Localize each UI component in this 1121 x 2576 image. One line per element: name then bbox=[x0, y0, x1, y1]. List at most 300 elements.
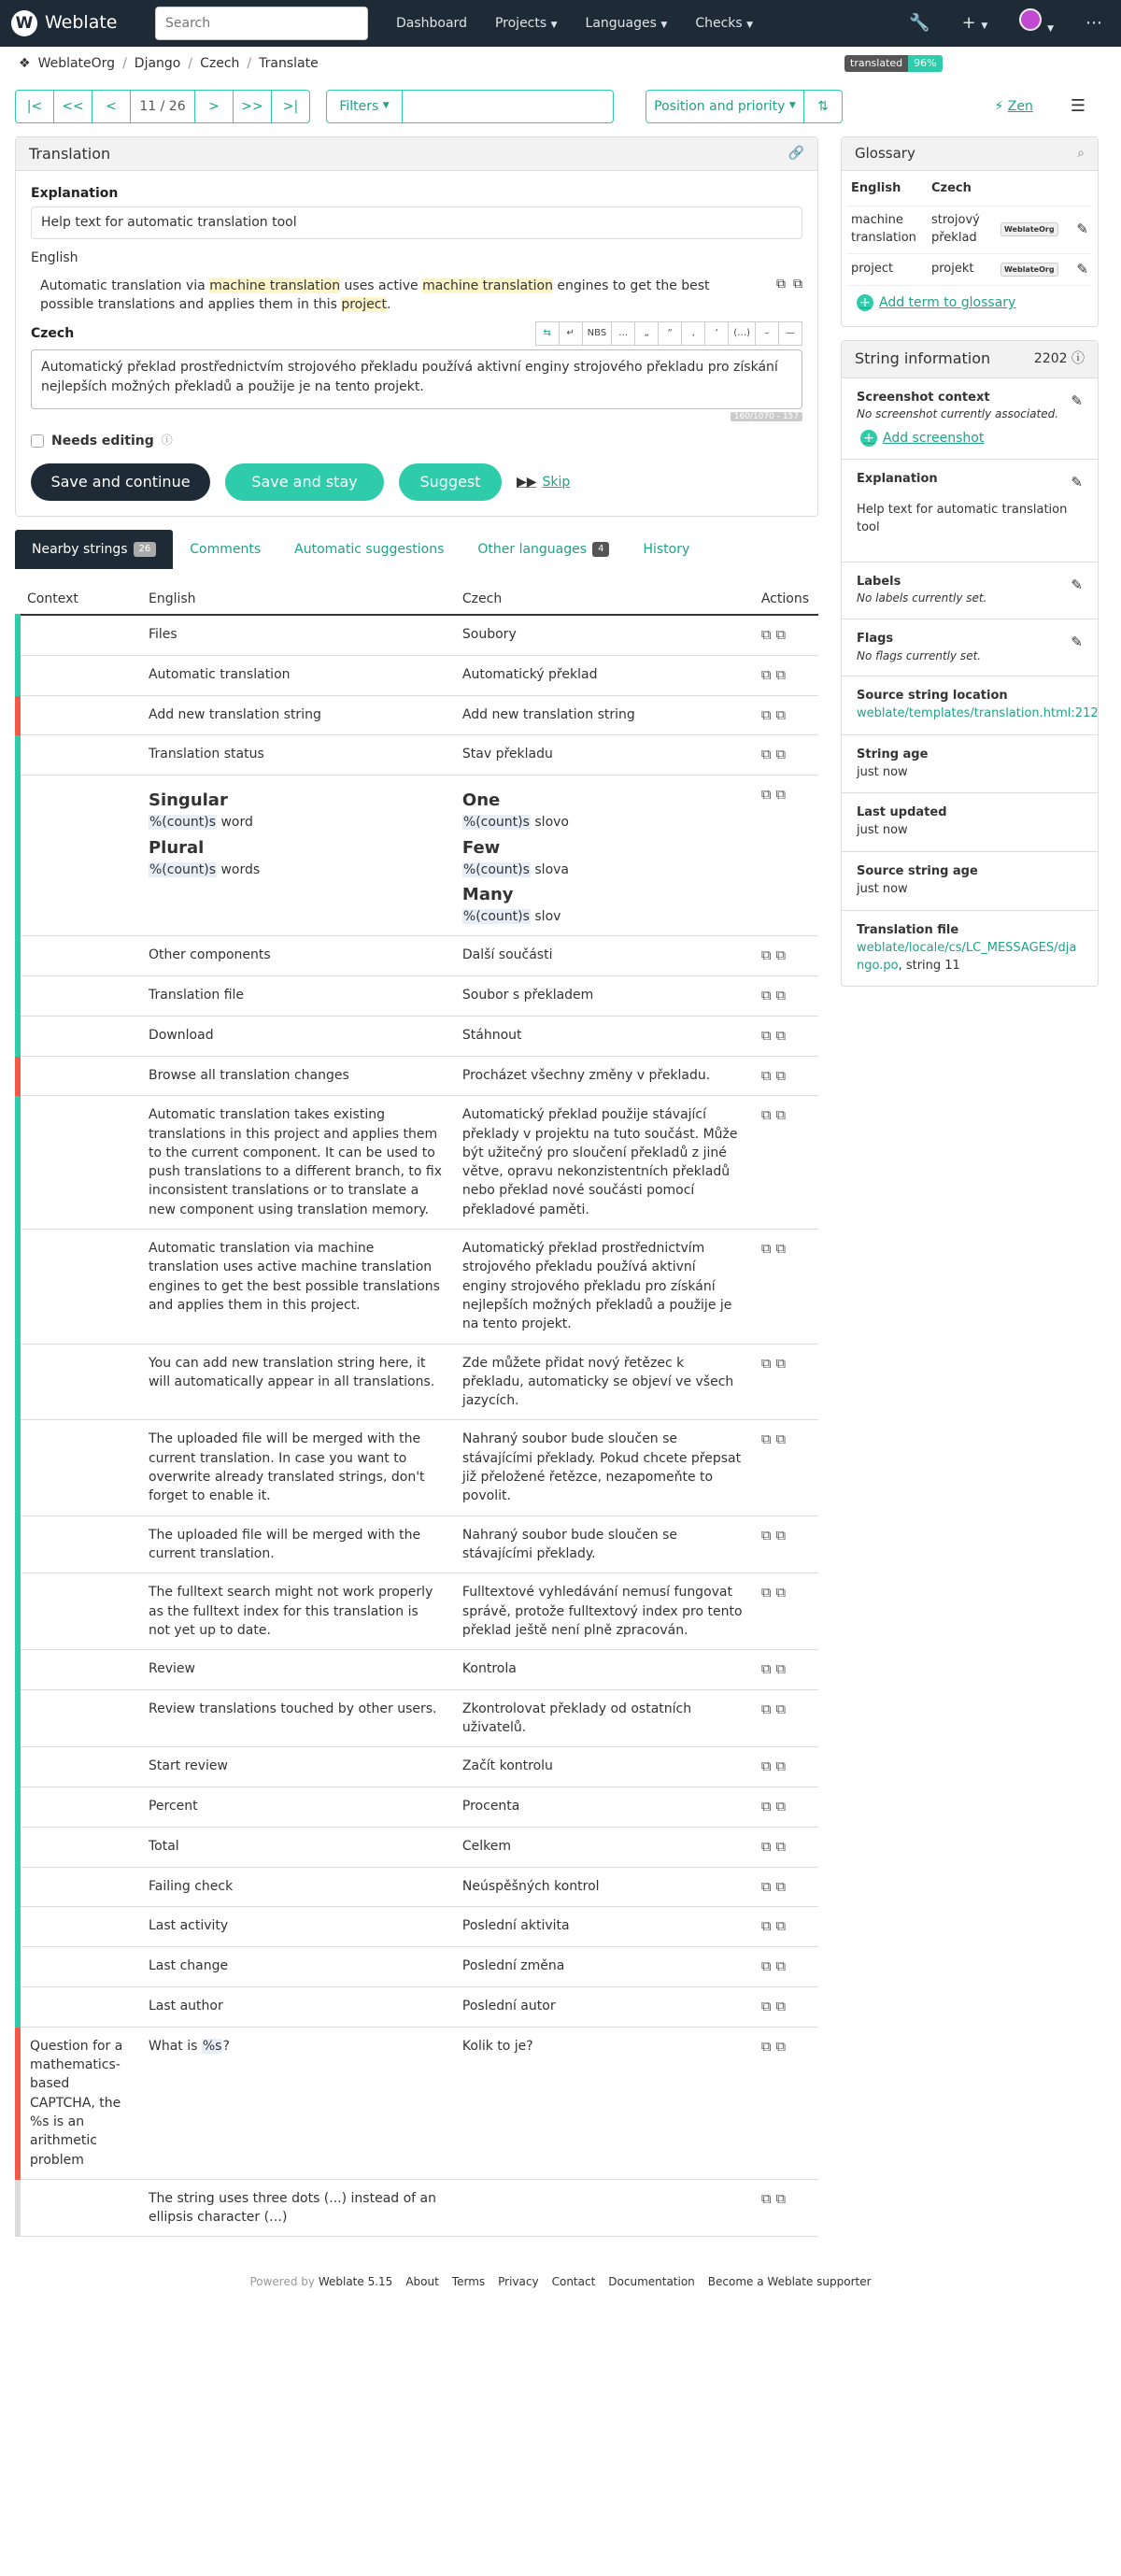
copy-icon[interactable]: ⧉ bbox=[760, 1354, 772, 1372]
clone-icon[interactable]: ⧉ bbox=[775, 1066, 787, 1084]
actions-cell bbox=[752, 1344, 818, 1420]
copy-icon[interactable]: ⧉ bbox=[760, 1526, 772, 1544]
fast-forward-button[interactable]: >> bbox=[233, 90, 272, 123]
source-string: Automatic translation via machine translation uses active machine translation engines to get the best possible translations and applies them in this project. bbox=[148, 1241, 440, 1313]
chevron-down-icon: ▼ bbox=[660, 20, 668, 30]
footer-link[interactable]: Privacy bbox=[498, 2275, 539, 2289]
plural-form-label: Singular bbox=[148, 790, 228, 811]
target-string: Kontrola bbox=[461, 1661, 517, 1677]
special-char-button[interactable]: ‚ bbox=[681, 321, 705, 346]
actions-cell bbox=[752, 976, 818, 1017]
target-string: Zde můžete přidat nový řetězec k překladu, automaticky se objeví ve všech jazycích. bbox=[461, 1355, 734, 1409]
tab-label: Automatic suggestions bbox=[294, 541, 445, 557]
clone-icon[interactable]: ⧉ bbox=[775, 665, 787, 683]
source-cell[interactable] bbox=[139, 1947, 453, 1987]
source-cell[interactable] bbox=[139, 1827, 453, 1867]
table-row[interactable] bbox=[18, 1907, 818, 1947]
checkbox-icon bbox=[31, 434, 44, 448]
clone-icon[interactable]: ⧉ bbox=[775, 1837, 787, 1855]
target-cell[interactable] bbox=[453, 615, 752, 655]
pencil-icon[interactable]: ✎ bbox=[1071, 474, 1083, 491]
target-cell[interactable] bbox=[453, 1056, 752, 1096]
table-row[interactable] bbox=[18, 976, 818, 1017]
source-cell[interactable] bbox=[139, 1096, 453, 1230]
clone-icon[interactable]: ⧉ bbox=[775, 786, 787, 804]
source-cell[interactable] bbox=[139, 1516, 453, 1573]
tab-comments[interactable] bbox=[173, 530, 277, 569]
context-cell bbox=[18, 1420, 139, 1516]
add-screenshot-link[interactable] bbox=[857, 423, 1083, 448]
save-and-continue-button[interactable]: Save and continue bbox=[31, 463, 210, 501]
filters-label: Filters bbox=[339, 98, 379, 114]
target-string: Soubor s překladem bbox=[461, 988, 594, 1003]
table-row[interactable] bbox=[18, 1344, 818, 1420]
source-location-link[interactable]: weblate/templates/translation.html:212 bbox=[857, 705, 1099, 720]
copy-icon[interactable]: ⧉ bbox=[760, 2189, 772, 2207]
clone-icon[interactable]: ⧉ bbox=[775, 1354, 787, 1372]
zen-mode-link[interactable] bbox=[994, 97, 1032, 116]
actions-cell bbox=[752, 1827, 818, 1867]
more-menu-icon[interactable]: ⋯ bbox=[1086, 12, 1102, 33]
copy-icon[interactable]: ⧉ bbox=[760, 1997, 772, 2014]
target-string: Automatický překlad prostřednictvím strojového překladu používá aktivní enginy strojového překladu pro získání nejlepších možných překladů a použije je na tento projekt. bbox=[461, 1241, 732, 1332]
table-row[interactable] bbox=[18, 1827, 818, 1867]
copy-icon[interactable]: ⧉ bbox=[760, 665, 772, 683]
breadcrumb-item[interactable]: Django bbox=[134, 55, 181, 71]
clone-icon[interactable]: ⧉ bbox=[775, 1584, 787, 1601]
actions-cell bbox=[752, 1016, 818, 1056]
rewind-button[interactable]: << bbox=[53, 90, 92, 123]
copy-icon[interactable]: ⧉ bbox=[760, 1957, 772, 1975]
glossary-source-term: project bbox=[851, 261, 894, 276]
copy-icon[interactable]: ⧉ bbox=[760, 746, 772, 763]
clone-icon[interactable]: ⧉ bbox=[775, 1877, 787, 1895]
copy-icon[interactable]: ⧉ bbox=[760, 626, 772, 644]
add-menu[interactable]: + ▼ bbox=[961, 12, 988, 33]
source-string: Automatic translation takes existing translations in this project and applies them to the current component. It can be used to push translations to a different branch, to fix inconsistent translations or to translate a new component using translation memory. bbox=[148, 1107, 442, 1217]
special-char-button[interactable]: ↵ bbox=[559, 321, 583, 346]
context-cell bbox=[18, 1827, 139, 1867]
clone-icon[interactable]: ⧉ bbox=[775, 946, 787, 964]
source-cell[interactable] bbox=[139, 1986, 453, 2027]
last-string-button[interactable]: >| bbox=[271, 90, 310, 123]
target-cell[interactable] bbox=[453, 1230, 752, 1344]
source-string: Last activity bbox=[148, 1918, 229, 1934]
clone-icon[interactable]: ⧉ bbox=[775, 1917, 787, 1935]
target-cell[interactable] bbox=[453, 1344, 752, 1420]
source-cell[interactable] bbox=[139, 1016, 453, 1056]
section-value: just now bbox=[857, 764, 908, 779]
text-fragment: slov bbox=[530, 909, 561, 924]
table-row[interactable] bbox=[18, 1787, 818, 1828]
copy-icon[interactable]: ⧉ bbox=[760, 1584, 772, 1601]
source-cell[interactable] bbox=[139, 1867, 453, 1907]
add-term-to-glossary-link[interactable] bbox=[847, 286, 1092, 321]
previous-button[interactable]: < bbox=[92, 90, 131, 123]
copy-icon[interactable]: ⧉ bbox=[760, 1026, 772, 1044]
source-cell[interactable] bbox=[139, 1420, 453, 1516]
add-screenshot-label: Add screenshot bbox=[883, 430, 985, 446]
special-char-button[interactable]: NBS bbox=[582, 321, 613, 346]
suggest-button[interactable]: Suggest bbox=[399, 463, 502, 501]
source-cell[interactable] bbox=[139, 2179, 453, 2237]
sort-direction-button[interactable]: ⇅ bbox=[803, 90, 843, 123]
search-input[interactable] bbox=[155, 7, 368, 40]
source-part: engines to get the best possible translations and applies them in this bbox=[40, 278, 710, 313]
clone-icon[interactable]: ⧉ bbox=[775, 1798, 787, 1815]
source-cell[interactable] bbox=[139, 615, 453, 655]
breadcrumb-item[interactable]: WeblateOrg bbox=[37, 55, 116, 71]
target-cell[interactable] bbox=[453, 1573, 752, 1650]
plural-form-label: Many bbox=[461, 884, 514, 904]
source-cell[interactable] bbox=[139, 1650, 453, 1690]
user-menu[interactable] bbox=[1019, 8, 1054, 38]
breadcrumb-separator: / bbox=[188, 55, 193, 71]
section-title: Last updated bbox=[857, 805, 947, 820]
source-location-section bbox=[842, 676, 1098, 735]
source-cell[interactable] bbox=[139, 776, 453, 936]
table-row[interactable] bbox=[18, 936, 818, 976]
translation-card-title: Translation bbox=[29, 144, 111, 163]
target-cell[interactable] bbox=[453, 1420, 752, 1516]
table-row[interactable] bbox=[18, 1689, 818, 1747]
source-string: Total bbox=[148, 1838, 179, 1854]
target-cell[interactable] bbox=[453, 1787, 752, 1828]
table-row[interactable] bbox=[18, 776, 818, 936]
special-char-button[interactable]: ‘ bbox=[704, 321, 729, 346]
special-char-button[interactable]: (…) bbox=[728, 321, 756, 346]
context-cell bbox=[18, 936, 139, 976]
source-cell[interactable] bbox=[139, 2027, 453, 2179]
source-cell[interactable] bbox=[139, 1230, 453, 1344]
target-cell[interactable] bbox=[453, 1867, 752, 1907]
clone-icon[interactable]: ⧉ bbox=[775, 1758, 787, 1775]
special-char-button[interactable]: … bbox=[611, 321, 635, 346]
source-cell[interactable] bbox=[139, 1907, 453, 1947]
section-title: Explanation bbox=[857, 472, 938, 487]
needs-editing-checkbox[interactable] bbox=[31, 432, 802, 450]
pencil-icon[interactable]: ✎ bbox=[1076, 220, 1088, 237]
actions-cell bbox=[752, 1867, 818, 1907]
clone-icon[interactable]: ⧉ bbox=[775, 1700, 787, 1717]
clone-icon[interactable]: ⧉ bbox=[775, 705, 787, 723]
source-cell[interactable] bbox=[139, 1344, 453, 1420]
target-cell[interactable] bbox=[453, 1907, 752, 1947]
filters-dropdown[interactable] bbox=[326, 90, 403, 123]
copy-icon[interactable]: ⧉ bbox=[760, 1106, 772, 1124]
actions-cell bbox=[752, 1907, 818, 1947]
target-cell[interactable] bbox=[453, 655, 752, 695]
source-cell[interactable] bbox=[139, 1573, 453, 1650]
placeholder-highlight: %(count)s bbox=[462, 909, 530, 924]
pencil-icon[interactable]: ✎ bbox=[1076, 260, 1088, 278]
special-char-button[interactable]: – bbox=[755, 321, 779, 346]
plural-text bbox=[149, 813, 444, 832]
text-fragment: What is bbox=[148, 2038, 202, 2054]
plural-form-label: Plural bbox=[148, 837, 205, 858]
actions-cell bbox=[752, 1420, 818, 1516]
target-cell[interactable] bbox=[453, 1096, 752, 1230]
source-cell[interactable] bbox=[139, 976, 453, 1017]
search-glossary-icon[interactable]: ⌕ bbox=[1077, 146, 1085, 162]
footer-link[interactable]: Documentation bbox=[608, 2275, 695, 2289]
source-string: Review bbox=[148, 1661, 195, 1677]
copy-icon[interactable]: ⧉ bbox=[760, 1758, 772, 1775]
target-cell[interactable] bbox=[453, 1016, 752, 1056]
actions-cell bbox=[752, 1689, 818, 1747]
clone-icon[interactable]: ⧉ bbox=[793, 276, 802, 292]
pencil-icon[interactable]: ✎ bbox=[1071, 391, 1083, 409]
copy-icon[interactable]: ⧉ bbox=[760, 705, 772, 723]
glossary-title: Glossary bbox=[855, 144, 915, 162]
table-row[interactable] bbox=[18, 735, 818, 776]
tab-automatic-suggestions[interactable] bbox=[277, 530, 461, 569]
brand[interactable] bbox=[11, 10, 142, 36]
filter-query-input[interactable] bbox=[403, 90, 614, 123]
clone-icon[interactable]: ⧉ bbox=[775, 1026, 787, 1044]
copy-icon[interactable]: ⧉ bbox=[760, 1877, 772, 1895]
target-string: Celkem bbox=[461, 1838, 512, 1854]
source-cell[interactable] bbox=[139, 1056, 453, 1096]
actions-cell bbox=[752, 735, 818, 776]
actions-cell bbox=[752, 1516, 818, 1573]
link-icon[interactable]: 🔗 bbox=[788, 146, 804, 162]
sort-dropdown[interactable] bbox=[646, 90, 804, 123]
breadcrumb-item[interactable]: Translate bbox=[259, 55, 319, 71]
translation-textarea[interactable]: Automatický překlad prostřednictvím strojového překladu používá aktivní enginy strojového překladu pro získání nejlepších možných překladů a použije je na tento projekt. bbox=[31, 349, 802, 409]
context-cell bbox=[18, 1573, 139, 1650]
source-part: Automatic translation via bbox=[40, 278, 210, 293]
copy-icon[interactable]: ⧉ bbox=[760, 2037, 772, 2055]
target-string: Add new translation string bbox=[461, 706, 635, 722]
target-cell[interactable] bbox=[453, 936, 752, 976]
special-char-button[interactable]: — bbox=[778, 321, 802, 346]
context-cell bbox=[18, 1867, 139, 1907]
text-fragment: words bbox=[217, 861, 261, 877]
table-row[interactable] bbox=[18, 1516, 818, 1573]
nav-projects[interactable] bbox=[495, 14, 558, 33]
text-fragment: ? bbox=[222, 2038, 230, 2054]
table-row[interactable] bbox=[18, 1986, 818, 2027]
footer-link[interactable]: About bbox=[405, 2275, 439, 2289]
copy-icon[interactable]: ⧉ bbox=[760, 1240, 772, 1258]
clone-icon[interactable]: ⧉ bbox=[775, 746, 787, 763]
target-cell[interactable] bbox=[453, 1650, 752, 1690]
copy-icon[interactable]: ⧉ bbox=[760, 1917, 772, 1935]
target-string: Soubory bbox=[461, 627, 517, 643]
copy-icon[interactable]: ⧉ bbox=[760, 946, 772, 964]
footer bbox=[0, 2274, 1121, 2290]
tab-other-languages[interactable] bbox=[461, 530, 626, 569]
target-cell[interactable] bbox=[453, 776, 752, 936]
source-cell[interactable] bbox=[139, 936, 453, 976]
target-string: Začít kontrolu bbox=[461, 1758, 553, 1774]
table-row[interactable] bbox=[18, 1420, 818, 1516]
target-cell[interactable] bbox=[453, 695, 752, 735]
source-string: Other components bbox=[148, 947, 271, 963]
glossary-card bbox=[841, 136, 1099, 327]
target-cell[interactable] bbox=[453, 1986, 752, 2027]
nav-languages[interactable] bbox=[586, 14, 668, 33]
target-cell[interactable] bbox=[453, 1827, 752, 1867]
special-char-button[interactable]: „ bbox=[634, 321, 659, 346]
clone-icon[interactable]: ⧉ bbox=[775, 626, 787, 644]
actions-cell bbox=[752, 1650, 818, 1690]
breadcrumb-item[interactable]: Czech bbox=[200, 55, 240, 71]
table-row[interactable] bbox=[18, 1016, 818, 1056]
placeholder-highlight: %(count)s bbox=[462, 815, 530, 831]
target-string: Fulltextové vyhledávání nemusí fungovat správě, protože fulltextový index pro tento překlad ještě není plně zpracován. bbox=[461, 1585, 743, 1638]
pencil-icon[interactable]: ✎ bbox=[1071, 576, 1083, 593]
table-row[interactable] bbox=[18, 695, 818, 735]
clone-icon[interactable]: ⧉ bbox=[775, 1240, 787, 1258]
section-value: No labels currently set. bbox=[857, 591, 987, 605]
info-icon: ⓘ bbox=[161, 433, 173, 447]
source-cell[interactable] bbox=[139, 1689, 453, 1747]
chevron-down-icon: ▼ bbox=[1047, 23, 1054, 34]
clone-icon[interactable]: ⧉ bbox=[775, 1526, 787, 1544]
target-cell[interactable] bbox=[453, 2179, 752, 2237]
target-cell[interactable] bbox=[453, 1747, 752, 1787]
column-header: Actions bbox=[752, 584, 818, 615]
next-button[interactable]: > bbox=[194, 90, 234, 123]
section-value: No flags currently set. bbox=[857, 648, 982, 662]
target-cell[interactable] bbox=[453, 976, 752, 1017]
table-row[interactable] bbox=[18, 615, 818, 655]
source-cell[interactable] bbox=[139, 735, 453, 776]
table-row[interactable] bbox=[18, 1230, 818, 1344]
table-row[interactable] bbox=[18, 1650, 818, 1690]
context-cell bbox=[18, 735, 139, 776]
sidebar bbox=[841, 136, 1099, 2237]
nav-checks[interactable] bbox=[695, 14, 753, 33]
clone-icon[interactable]: ⧉ bbox=[775, 987, 787, 1004]
section-title: String age bbox=[857, 747, 929, 761]
special-char-button[interactable]: “ bbox=[658, 321, 682, 346]
table-row[interactable] bbox=[18, 1573, 818, 1650]
target-cell[interactable] bbox=[453, 2027, 752, 2179]
table-row[interactable] bbox=[18, 1056, 818, 1096]
save-and-stay-button[interactable]: Save and stay bbox=[225, 463, 384, 501]
copy-icon[interactable]: ⧉ bbox=[760, 1798, 772, 1815]
text-fragment: slovo bbox=[530, 815, 569, 831]
source-part: uses active bbox=[340, 278, 423, 293]
footer-link[interactable]: Terms bbox=[451, 2275, 486, 2289]
tab-badge: 26 bbox=[134, 542, 157, 558]
first-string-button[interactable]: |< bbox=[15, 90, 54, 123]
status-badge bbox=[844, 55, 1102, 72]
copy-icon[interactable]: ⧉ bbox=[760, 786, 772, 804]
actions-cell bbox=[752, 1947, 818, 1987]
table-row[interactable] bbox=[18, 1747, 818, 1787]
tab-history[interactable] bbox=[626, 530, 706, 569]
brand-name: Weblate bbox=[45, 12, 118, 34]
copy-icon[interactable]: ⧉ bbox=[760, 1430, 772, 1448]
source-string: Translation status bbox=[148, 747, 264, 762]
footer-link[interactable]: Contact bbox=[551, 2275, 596, 2289]
source-cell[interactable] bbox=[139, 695, 453, 735]
source-cell[interactable] bbox=[139, 655, 453, 695]
glossary-term-highlight[interactable]: machine translation bbox=[209, 278, 341, 293]
skip-link[interactable] bbox=[517, 473, 570, 491]
target-cell[interactable] bbox=[453, 1947, 752, 1987]
translation-file-link[interactable]: weblate/locale/cs/LC_MESSAGES/django.po bbox=[857, 940, 1077, 973]
tab-nearby-strings[interactable] bbox=[15, 530, 173, 569]
zen-label: Zen bbox=[1007, 98, 1033, 114]
clone-icon[interactable]: ⧉ bbox=[775, 1660, 787, 1678]
table-row[interactable] bbox=[18, 2027, 818, 2179]
source-part: . bbox=[386, 297, 391, 313]
clone-icon[interactable]: ⧉ bbox=[775, 2037, 787, 2055]
source-string-age-section bbox=[842, 852, 1098, 911]
target-string: Procházet všechny změny v překladu. bbox=[461, 1067, 711, 1083]
info-icon[interactable]: ⓘ bbox=[1071, 350, 1085, 366]
top-navbar bbox=[0, 0, 1121, 47]
special-char-button[interactable]: ⇆ bbox=[535, 321, 560, 346]
target-string: Automatický překlad použije stávající překlady v projektu na tuto součást. Může být užitečný pro sloučení překladů z jiné větve, opravu nekonzistentních překladů nebo překlad nové součásti pomocí překladové paměti. bbox=[461, 1107, 738, 1217]
table-row[interactable] bbox=[18, 1096, 818, 1230]
pencil-icon[interactable]: ✎ bbox=[1071, 633, 1083, 650]
tab-badge: 4 bbox=[592, 542, 609, 558]
source-cell[interactable] bbox=[139, 1787, 453, 1828]
copy-icon[interactable]: ⧉ bbox=[760, 1837, 772, 1855]
clone-icon[interactable]: ⧉ bbox=[775, 1957, 787, 1975]
nav-dashboard[interactable]: Dashboard bbox=[396, 15, 467, 31]
placeholder-highlight: %s bbox=[202, 2038, 222, 2054]
lightning-icon: ⚡ bbox=[994, 98, 1004, 114]
clone-icon[interactable]: ⧉ bbox=[775, 2189, 787, 2207]
context-cell bbox=[18, 2027, 139, 2179]
footer-link[interactable]: Become a Weblate supporter bbox=[707, 2275, 872, 2289]
copy-icon[interactable]: ⧉ bbox=[760, 1066, 772, 1084]
labels-section bbox=[842, 562, 1098, 619]
settings-sliders-icon[interactable]: ☰ bbox=[1070, 95, 1086, 116]
tab-label: Comments bbox=[190, 541, 262, 557]
copy-icon[interactable]: ⧉ bbox=[760, 1700, 772, 1717]
target-cell[interactable] bbox=[453, 1689, 752, 1747]
wrench-icon[interactable]: 🔧 bbox=[909, 12, 930, 33]
source-string: The uploaded file will be merged with the current translation. In case you want to overwrite already translated strings, don't forget to enable it. bbox=[148, 1431, 425, 1504]
source-text bbox=[31, 273, 769, 319]
section-title: Screenshot context bbox=[857, 390, 990, 405]
source-string: The fulltext search might not work properly as the fulltext index for this translation is not yet up to date. bbox=[148, 1585, 433, 1638]
copy-icon[interactable]: ⧉ bbox=[776, 276, 786, 292]
source-cell[interactable] bbox=[139, 1747, 453, 1787]
copy-icon[interactable]: ⧉ bbox=[760, 1660, 772, 1678]
target-string: Automatický překlad bbox=[461, 666, 598, 682]
text-fragment: word bbox=[217, 815, 253, 831]
clone-icon[interactable]: ⧉ bbox=[775, 1430, 787, 1448]
copy-icon[interactable]: ⧉ bbox=[760, 987, 772, 1004]
nav-checks-label: Checks bbox=[695, 15, 743, 31]
status-badge-value: 96% bbox=[908, 55, 942, 72]
table-row[interactable] bbox=[18, 1867, 818, 1907]
table-row[interactable] bbox=[18, 2179, 818, 2237]
section-value: just now bbox=[857, 823, 908, 838]
glossary-term-highlight[interactable]: machine translation bbox=[422, 278, 553, 293]
table-row[interactable] bbox=[18, 1947, 818, 1987]
target-string: Procenta bbox=[461, 1799, 520, 1815]
glossary-term-highlight[interactable]: project bbox=[341, 297, 387, 313]
glossary-target-term: projekt bbox=[931, 261, 974, 276]
target-cell[interactable] bbox=[453, 735, 752, 776]
version-link[interactable]: Weblate 5.15 bbox=[318, 2275, 393, 2289]
actions-cell bbox=[752, 1986, 818, 2027]
clone-icon[interactable]: ⧉ bbox=[775, 1106, 787, 1124]
clone-icon[interactable]: ⧉ bbox=[775, 1997, 787, 2014]
target-cell[interactable] bbox=[453, 1516, 752, 1573]
table-row[interactable] bbox=[18, 655, 818, 695]
